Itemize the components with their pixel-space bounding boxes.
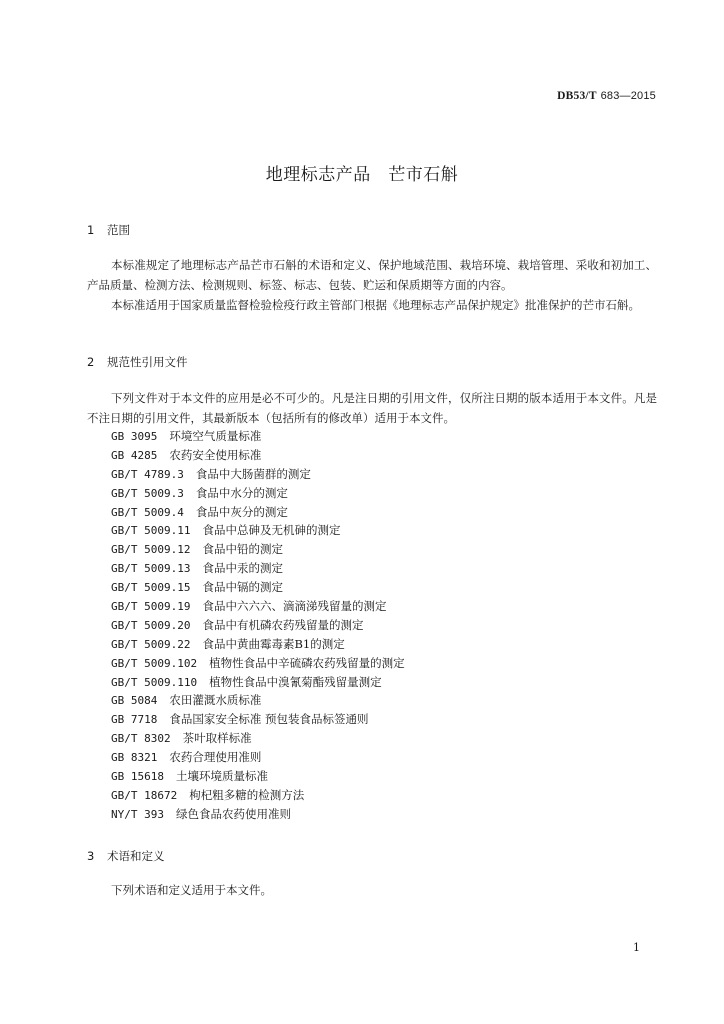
section-1-heading (87, 222, 130, 238)
reference-list (111, 427, 405, 824)
reference-code: GB/T 5009.15 (111, 581, 191, 595)
reference-item (111, 578, 405, 597)
reference-code: GB 5084 (111, 694, 158, 708)
scope-paragraph-2: 本标准适用于国家质量监督检验检疫行政主管部门根据《地理标志产品保护规定》批准保护的芒市石斛。 (111, 298, 640, 312)
section-title: 规范性引用文件 (107, 355, 188, 369)
reference-item (111, 521, 405, 540)
reference-title: 农药安全使用标准 (169, 447, 262, 462)
reference-code: GB/T 5009.19 (111, 600, 191, 614)
reference-item (111, 597, 405, 616)
reference-title: 食品中有机磷农药残留量的测定 (202, 617, 364, 632)
reference-item (111, 540, 405, 559)
section-3-heading (87, 848, 165, 864)
reference-title: 植物性食品中辛硫磷农药残留量的测定 (209, 655, 405, 670)
reference-item (111, 616, 405, 635)
reference-title: 环境空气质量标准 (169, 429, 262, 443)
reference-item (111, 805, 405, 824)
reference-item (111, 503, 405, 522)
document-title: 地理标志产品 芒市石斛 (265, 165, 459, 185)
reference-title: 食品中大肠菌群的测定 (195, 466, 311, 481)
terms-intro-paragraph: 下列术语和定义适用于本文件。 (111, 883, 272, 897)
reference-code: GB/T 18672 (111, 788, 178, 802)
reference-code: GB/T 5009.13 (111, 562, 191, 576)
reference-title: 土壤环境质量标准 (175, 769, 268, 784)
reference-title: 植物性食品中溴氰菊酯残留量测定 (209, 674, 382, 689)
reference-code: GB 4285 (111, 448, 158, 462)
section-title: 范围 (107, 223, 130, 237)
reference-code: GB/T 5009.11 (111, 524, 191, 538)
reference-item (111, 427, 405, 446)
reference-title: 食品中总砷及无机砷的测定 (202, 523, 341, 538)
reference-item (111, 691, 405, 710)
scope-paragraph-1: 本标准规定了地理标志产品芒市石斛的术语和定义、保护地域范围、栽培环境、栽培管理、采收和初加工、产品质量、检测方法、检测规则、标签、标志、包装、贮运和保质期等方面的内容。 (87, 258, 657, 292)
reference-item (111, 673, 405, 692)
reference-code: NY/T 393 (111, 807, 164, 821)
reference-title: 食品中铅的测定 (202, 542, 283, 557)
reference-item (111, 446, 405, 465)
reference-title: 茶叶取样标准 (182, 731, 252, 746)
section-title: 术语和定义 (107, 849, 165, 863)
reference-code: GB 15618 (111, 770, 164, 784)
standard-number: 683—2015 (600, 90, 656, 102)
standard-code (557, 88, 656, 102)
reference-code: GB/T 5009.22 (111, 637, 191, 651)
reference-title: 农药合理使用准则 (169, 750, 262, 765)
reference-code: GB/T 5009.4 (111, 505, 184, 519)
reference-title: 食品中六六六、滴滴涕残留量的测定 (202, 599, 387, 614)
reference-code: GB/T 5009.102 (111, 656, 198, 670)
reference-item (111, 710, 405, 729)
reference-item (111, 654, 405, 673)
reference-title: 食品中镉的测定 (202, 580, 283, 595)
reference-title: 食品中水分的测定 (195, 485, 288, 500)
reference-item (111, 465, 405, 484)
reference-title: 食品国家安全标准 预包装食品标签通则 (169, 712, 369, 727)
reference-title: 绿色食品农药使用准则 (175, 806, 291, 821)
reference-item (111, 748, 405, 767)
reference-code: GB 3095 (111, 430, 158, 443)
reference-title: 食品中灰分的测定 (195, 504, 288, 519)
reference-item (111, 559, 405, 578)
section-number: 3 (87, 849, 95, 863)
standard-prefix: DB53/T (557, 90, 597, 102)
reference-item (111, 767, 405, 786)
reference-code: GB 8321 (111, 751, 158, 765)
reference-title: 农田灌溉水质标准 (169, 693, 262, 708)
reference-code: GB/T 8302 (111, 732, 171, 746)
reference-title: 食品中黄曲霉毒素B1的测定 (202, 636, 345, 651)
reference-code: GB/T 5009.3 (111, 486, 184, 500)
reference-item (111, 786, 405, 805)
section-number: 1 (87, 223, 95, 237)
reference-title: 食品中汞的测定 (202, 561, 283, 576)
reference-code: GB/T 4789.3 (111, 467, 184, 481)
reference-item (111, 484, 405, 503)
page-number: 1 (633, 941, 640, 954)
reference-code: GB/T 5009.12 (111, 543, 191, 557)
reference-code: GB 7718 (111, 713, 158, 727)
reference-code: GB/T 5009.20 (111, 618, 191, 632)
reference-item (111, 729, 405, 748)
section-number: 2 (87, 355, 95, 369)
reference-code: GB/T 5009.110 (111, 675, 198, 689)
reference-item (111, 635, 405, 654)
section-2-heading (87, 354, 188, 370)
reference-title: 枸杞粗多糖的检测方法 (189, 787, 305, 802)
references-intro-paragraph: 下列文件对于本文件的应用是必不可少的。凡是注日期的引用文件，仅所注日期的版本适用于本文件。凡是不注日期的引用文件，其最新版本（包括所有的修改单）适用于本文件。 (87, 391, 657, 425)
